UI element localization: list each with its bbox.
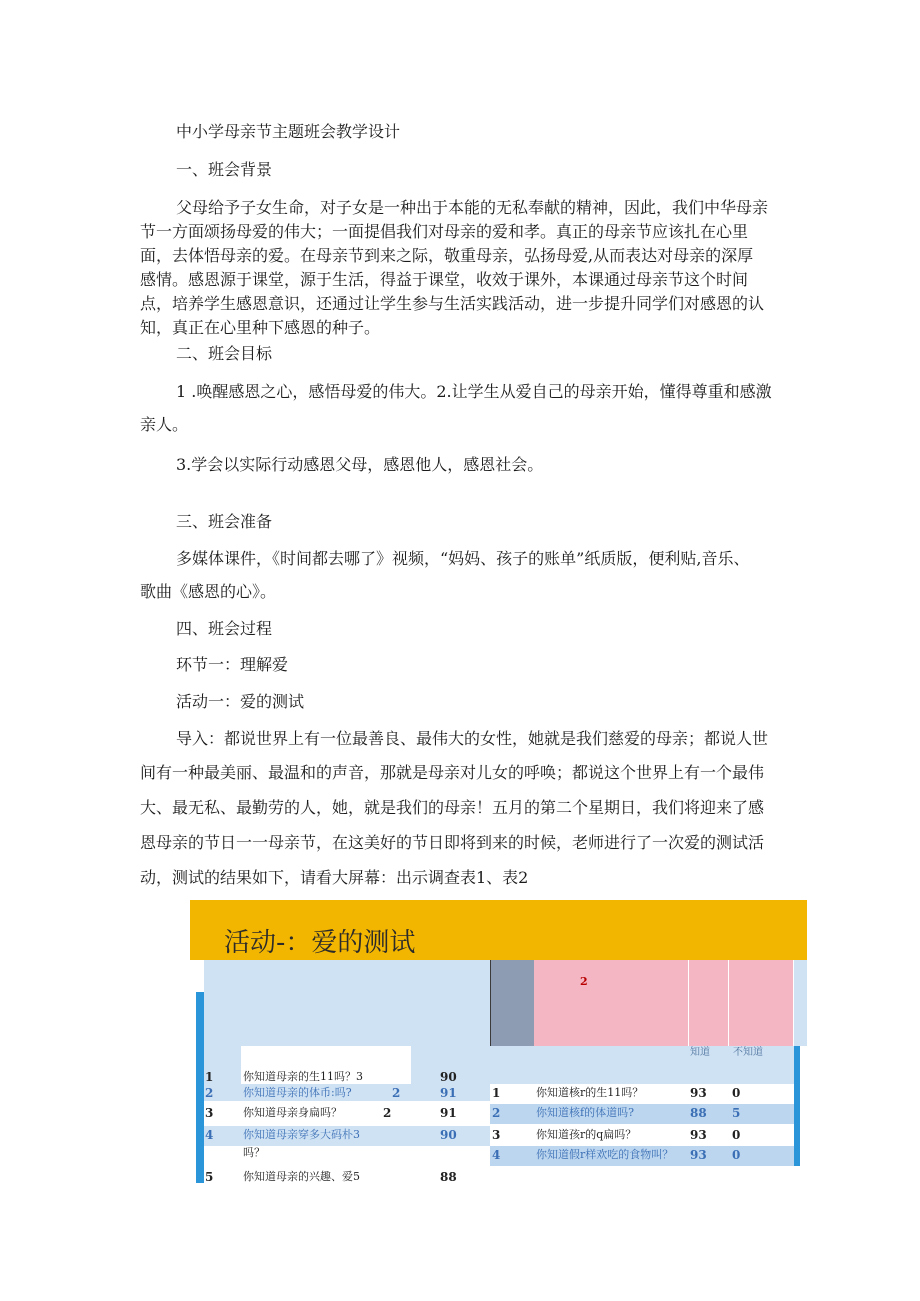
value-cell: 90 <box>440 1070 457 1084</box>
table2-header-gray <box>490 960 535 1046</box>
section-heading-goals: 二、班会目标 <box>176 344 273 363</box>
intro-line: 恩母亲的节日一一母亲节，在这美好的节日即将到来的时候，老师进行了一次爱的测试活 <box>140 833 765 852</box>
row-number: 4 <box>205 1128 214 1142</box>
paragraph-line: 面，去体悟母亲的爱。在母亲节到来之际，敬重母亲，弘扬母爱,从而表达对母亲的深厚 <box>140 246 754 265</box>
question-text: 你知道母亲身扁吗？ <box>243 1106 342 1119</box>
table2-label: 2 <box>580 975 588 988</box>
know-count: 93 <box>690 1086 707 1100</box>
section-heading-preparation: 三、班会准备 <box>176 512 273 531</box>
table2-header-pink-dont-know <box>729 960 793 1046</box>
table1-header-area <box>204 960 490 1046</box>
row-number: 4 <box>492 1148 501 1162</box>
know-count: 88 <box>690 1106 707 1120</box>
subheading-activity-one: 活动一：爱的测试 <box>176 692 305 711</box>
document-title: 中小学母亲节主题班会教学设计 <box>176 122 401 141</box>
preparation-line: 多媒体课件，《时间都去哪了》视频，“妈妈、孩子的账单”纸质版，便利贴,音乐、 <box>176 549 750 568</box>
know-count: 93 <box>690 1128 707 1142</box>
paragraph-line: 感情。感恩源于课堂，源于生活，得益于课堂，收效于课外，本课通过母亲节这个时间 <box>140 270 749 289</box>
mid-value: 2 <box>383 1106 392 1120</box>
survey-slide <box>190 900 807 1183</box>
dont-know-count: 5 <box>732 1106 741 1120</box>
row-number: 1 <box>492 1086 501 1100</box>
question-text: 你知道孩r的q扁吗？ <box>536 1128 637 1141</box>
row-number: 3 <box>205 1106 214 1120</box>
row-number: 3 <box>492 1128 501 1142</box>
goal-line: 3.学会以实际行动感恩父母，感恩他人，感恩社会。 <box>176 455 544 474</box>
preparation-line: 歌曲《感恩的心》。 <box>140 582 277 601</box>
header-know: 知道 <box>690 1047 710 1058</box>
right-edge-fill <box>794 960 807 1046</box>
question-text: 你知道核r的生11吗？ <box>536 1086 644 1099</box>
dont-know-count: 0 <box>732 1128 741 1142</box>
paragraph-line: 节一方面颂扬母爱的伟大；一面提倡我们对母亲的爱和孝。真正的母亲节应该扎在心里 <box>140 222 749 241</box>
question-text: 你知道母亲的体币:吗? <box>243 1086 352 1099</box>
question-text: 你知道母亲的生11吗？3 <box>243 1070 363 1083</box>
intro-line: 动，测试的结果如下，请看大屏幕：出示调查表1、表2 <box>140 868 529 887</box>
row-number: 2 <box>205 1086 214 1100</box>
question-text: 你知道母亲穿多大码朴3 <box>243 1128 360 1141</box>
question-text: 你知道假r样欢吃的食物叫？ <box>536 1148 674 1161</box>
know-count: 93 <box>690 1148 707 1162</box>
table2-header-pink <box>534 960 688 1046</box>
value-cell: 91 <box>440 1106 457 1120</box>
row-number: 1 <box>205 1070 214 1084</box>
paragraph-line: 知，真正在心里种下感恩的种子。 <box>140 318 381 337</box>
section-heading-background: 一、班会背景 <box>176 160 273 179</box>
left-accent-strip <box>196 992 204 1183</box>
value-cell: 88 <box>440 1170 457 1183</box>
question-text: 你知道母亲的兴趣、爱5 <box>243 1170 360 1183</box>
paragraph-line: 点，培养学生感恩意识，还通过让学生参与生活实践活动，进一步提升同学们对感恩的认 <box>140 294 765 313</box>
dont-know-count: 0 <box>732 1086 741 1100</box>
paragraph-line: 父母给予子女生命，对子女是一种出于本能的无私奉献的精神，因此，我们中华母亲 <box>176 198 769 217</box>
goal-line: 亲人。 <box>140 415 189 434</box>
section-heading-process: 四、班会过程 <box>176 619 273 638</box>
goal-line: 1 .唤醒感恩之心，感悟母爱的伟大。2.让学生从爱自己的母亲开始，懂得尊重和感激 <box>176 382 772 401</box>
right-accent-strip <box>794 1046 800 1166</box>
mid-value: 2 <box>392 1086 401 1100</box>
intro-line: 导入：都说世界上有一位最善良、最伟大的女性，她就是我们慈爱的母亲；都说人世 <box>176 729 769 748</box>
row-number: 5 <box>205 1170 214 1183</box>
slide-title: 活动-：爱的测试 <box>224 928 416 958</box>
question-text: 你知道核f的体道吗? <box>536 1106 634 1119</box>
intro-line: 间有一种最美丽、最温和的声音，那就是母亲对儿女的呼唤；都说这个世界上有一个最伟 <box>140 763 765 782</box>
dont-know-count: 0 <box>732 1148 741 1162</box>
intro-line: 大、最无私、最勤劳的人，她，就是我们的母亲！五月的第二个星期日，我们将迎来了感 <box>140 798 765 817</box>
table2-header-pink-know <box>689 960 728 1046</box>
question-text-continued: 吗？ <box>243 1146 265 1159</box>
row-number: 2 <box>492 1106 501 1120</box>
header-dont-know: 不知道 <box>733 1047 763 1058</box>
value-cell: 91 <box>440 1086 457 1100</box>
value-cell: 90 <box>440 1128 457 1142</box>
subheading-link-one: 环节一：理解爱 <box>176 655 289 674</box>
